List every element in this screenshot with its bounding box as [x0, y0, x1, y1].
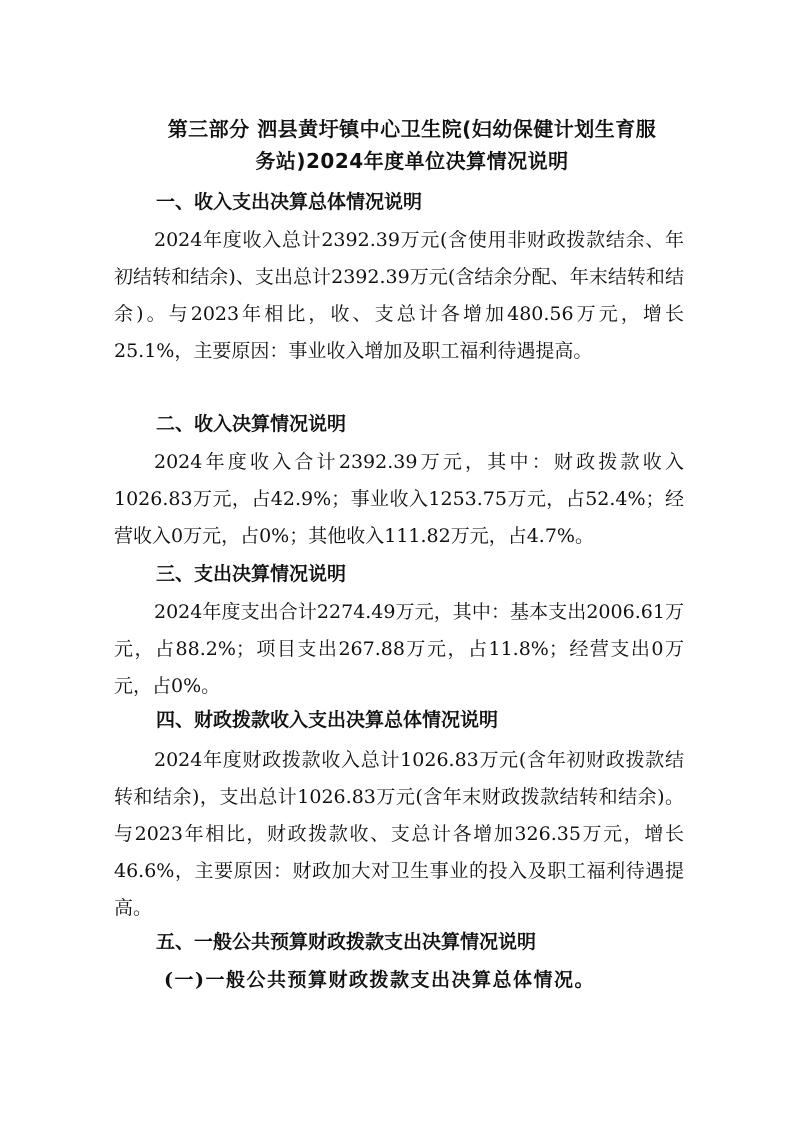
- subsection-heading-5-1: (一)一般公共预算财政拨款支出决算总体情况。: [164, 969, 595, 991]
- section-paragraph-2: 2024年度收入合计2392.39万元，其中：财政拨款收入1026.83万元，占42.9%；事业收入1253.75万元，占52.4%；经营收入0万元，占0%；其他收入111.82万元，占4.7%。: [114, 451, 684, 547]
- section-heading-1: 一、收入支出决算总体情况说明: [156, 191, 423, 213]
- section-paragraph-3: 2024年度支出合计2274.49万元，其中：基本支出2006.61万元，占88.2%；项目支出267.88万元，占11.8%；经营支出0万元，占0%。: [114, 601, 684, 697]
- section-paragraph-1: 2024年度收入总计2392.39万元(含使用非财政拨款结余、年初结转和结余)、支出总计2392.39万元(含结余分配、年末结转和结余)。与2023年相比，收、支总计各增加480.56万元，增长25.1%，主要原因：事业收入增加及职工福利待遇提高。: [114, 229, 684, 362]
- section-heading-2: 二、收入决算情况说明: [156, 413, 347, 435]
- section-paragraph-4: 2024年度财政拨款收入总计1026.83万元(含年初财政拨款结转和结余)，支出总计1026.83万元(含年末财政拨款结转和结余)。与2023年相比，财政拨款收、支总计各增加326.35万元，增长46.6%，主要原因：财政加大对卫生事业的投入及职工福利待遇提高。: [114, 749, 684, 919]
- document-title-line-1: 第三部分 泗县黄圩镇中心卫生院(妇幼保健计划生育服: [167, 117, 657, 141]
- section-heading-5: 五、一般公共预算财政拨款支出决算情况说明: [156, 931, 537, 953]
- section-heading-3: 三、支出决算情况说明: [156, 563, 347, 585]
- document-title-line-2: 务站)2024年度单位决算情况说明: [255, 149, 569, 173]
- section-heading-4: 四、财政拨款收入支出决算总体情况说明: [156, 709, 499, 731]
